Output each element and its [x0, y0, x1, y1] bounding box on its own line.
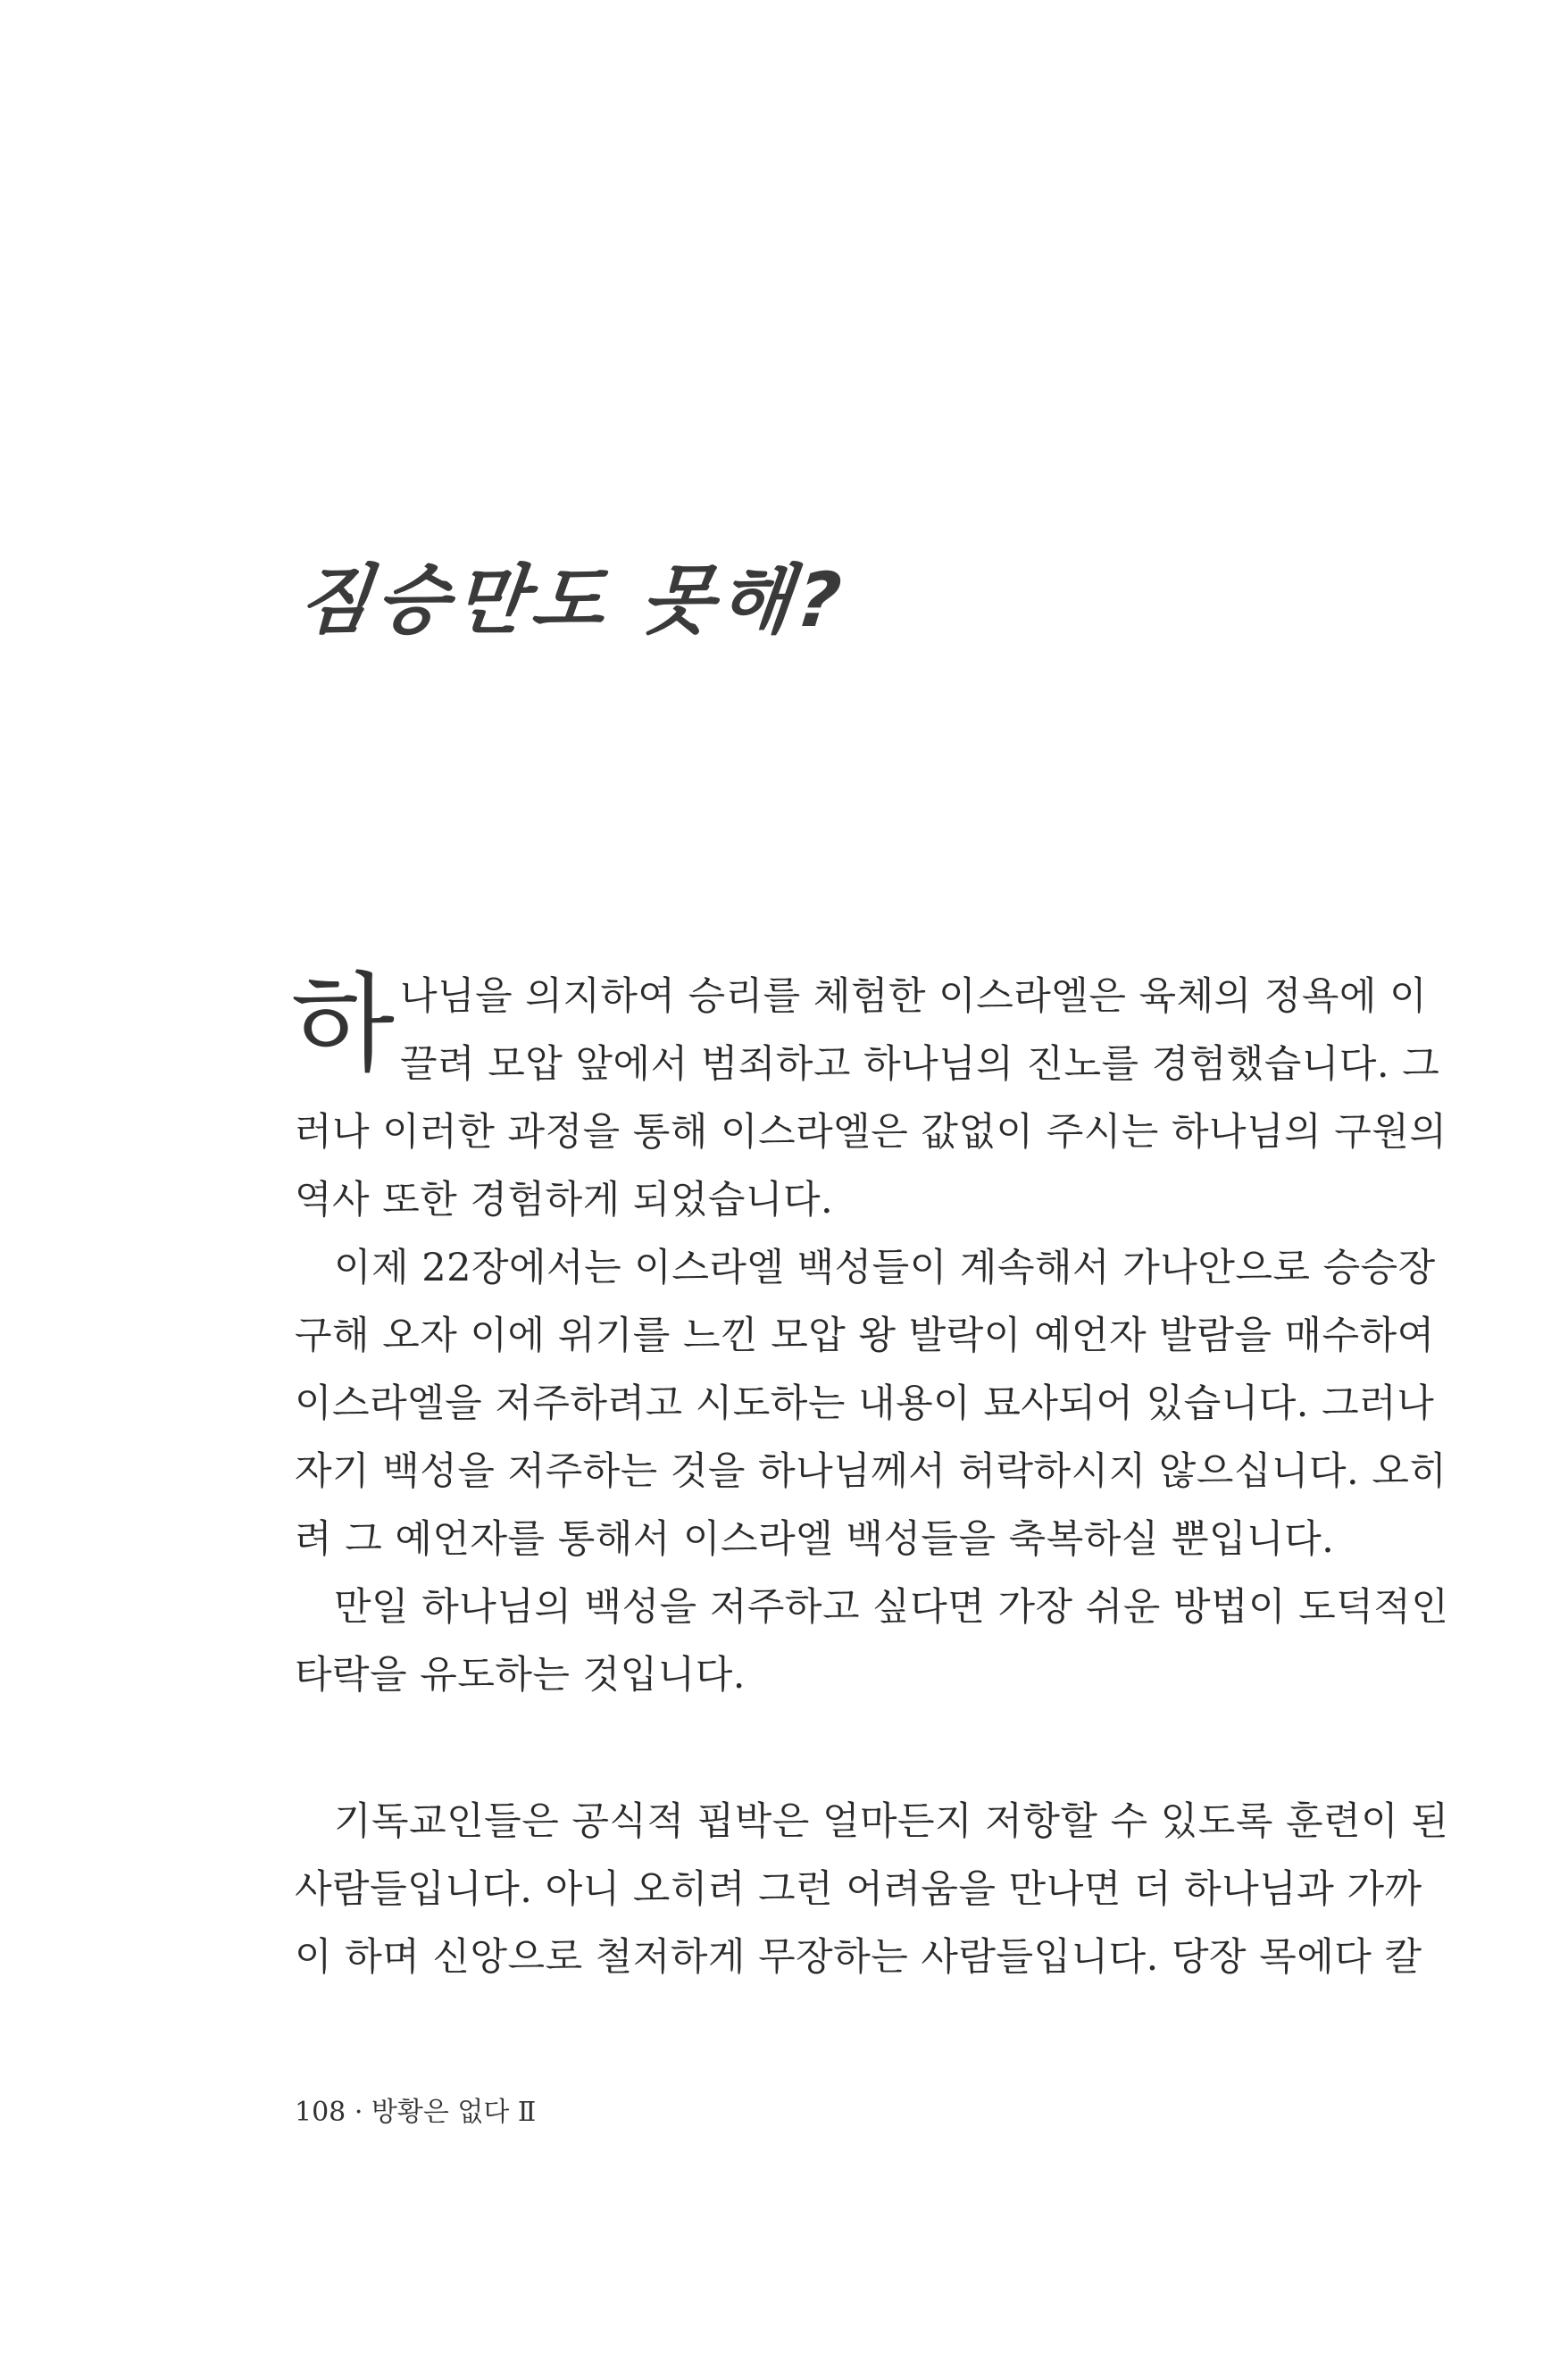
text-line: 러나 이러한 과정을 통해 이스라엘은 값없이 주시는 하나님의 구원의 [295, 1110, 1447, 1155]
paragraph-3 [295, 1573, 1449, 1709]
text-line: 자기 백성을 저주하는 것을 하나님께서 허락하시지 않으십니다. 오히 [295, 1449, 1447, 1494]
text-line: 만일 하나님의 백성을 저주하고 싶다면 가장 쉬운 방법이 도덕적인 [334, 1585, 1449, 1630]
text-line: 려 그 예언자를 통해서 이스라엘 백성들을 축복하실 뿐입니다. [295, 1517, 1335, 1562]
text-line: 구해 오자 이에 위기를 느낀 모압 왕 발락이 예언자 발람을 매수하여 [295, 1314, 1435, 1358]
text-line: 역사 또한 경험하게 되었습니다. [295, 1178, 834, 1222]
text-line: 이스라엘을 저주하려고 시도하는 내용이 묘사되어 있습니다. 그러나 [295, 1381, 1435, 1426]
paragraph-2 [295, 1234, 1447, 1573]
chapter-title: 짐승만도 못해? [294, 556, 851, 644]
body-text [291, 963, 1449, 1991]
paragraph-4 [295, 1788, 1449, 1991]
paragraph-1 [291, 963, 1447, 1234]
drop-cap: 하 [291, 963, 395, 1087]
text-line: 이 하며 신앙으로 철저하게 무장하는 사람들입니다. 당장 목에다 칼 [295, 1935, 1422, 1980]
book-title: 방황은 없다 Ⅱ [371, 2097, 537, 2128]
footer-separator: · [354, 2097, 363, 2128]
page-number: 108 [295, 2097, 346, 2128]
page-footer [295, 2090, 536, 2129]
paragraph-gap [295, 1709, 1330, 1788]
text-line: 끌려 모압 앞에서 범죄하고 하나님의 진노를 경험했습니다. 그 [400, 1042, 1440, 1087]
text-line: 사람들입니다. 아니 오히려 그런 어려움을 만나면 더 하나님과 가까 [295, 1867, 1422, 1912]
text-line: 타락을 유도하는 것입니다. [295, 1653, 746, 1698]
text-line: 이제 22장에서는 이스라엘 백성들이 계속해서 가나안으로 승승장 [334, 1246, 1436, 1290]
text-line: 기독교인들은 공식적 핍박은 얼마든지 저항할 수 있도록 훈련이 된 [334, 1799, 1449, 1844]
text-line: 나님을 의지하여 승리를 체험한 이스라엘은 육체의 정욕에 이 [400, 974, 1428, 1019]
